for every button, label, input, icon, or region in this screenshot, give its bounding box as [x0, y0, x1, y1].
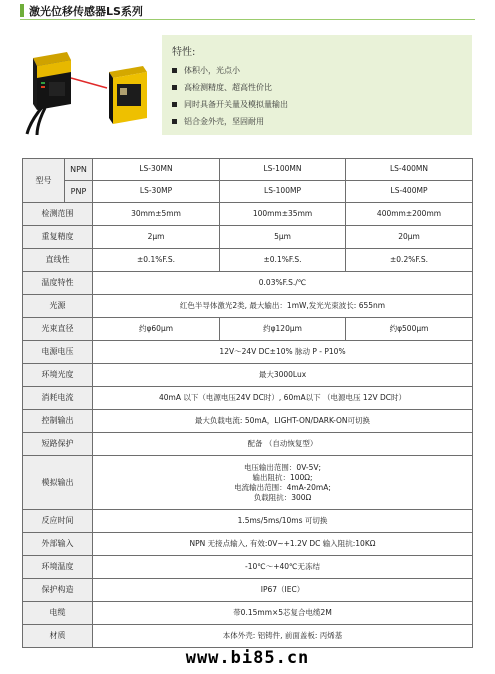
- feature-text: 高检测精度、超高性价比: [184, 83, 272, 92]
- table-row: [23, 159, 473, 181]
- table-row: [23, 272, 473, 295]
- table-row: [23, 510, 473, 533]
- table-row: [23, 533, 473, 556]
- table-cell: 最大3000Lux: [93, 364, 473, 387]
- table-row: [23, 410, 473, 433]
- row-label: 材质: [23, 625, 93, 648]
- table-cell: 约φ120μm: [220, 318, 346, 341]
- table-cell: ±0.1%F.S.: [93, 249, 220, 272]
- table-row: [23, 579, 473, 602]
- npn-label: NPN: [65, 159, 93, 181]
- features-title: 特性:: [172, 47, 196, 58]
- analog-line: 负载阻抗：300Ω: [253, 492, 312, 502]
- watermark-url: www.bi85.cn: [185, 648, 310, 668]
- row-label: 光源: [23, 295, 93, 318]
- table-row: [23, 602, 473, 625]
- spec-table: [22, 158, 473, 648]
- table-cell: 最大负载电流: 50mA，LIGHT-ON/DARK-ON可切换: [93, 410, 473, 433]
- table-cell: LS-100MN: [220, 159, 346, 181]
- table-cell: 40mA 以下（电源电压24V DC时）, 60mA以下 （电源电压 12V DC时）: [93, 387, 473, 410]
- table-row: [23, 556, 473, 579]
- feature-text: 同时具备开关量及模拟量输出: [184, 100, 288, 109]
- feature-item: [172, 79, 472, 96]
- table-row: [23, 318, 473, 341]
- table-cell: LS-30MP: [93, 181, 220, 203]
- row-label: 消耗电流: [23, 387, 93, 410]
- page-title: 激光位移传感器LS系列: [29, 5, 143, 18]
- analog-line: 电流输出范围：4mA-20mA;: [234, 482, 331, 492]
- table-cell: LS-30MN: [93, 159, 220, 181]
- table-cell: 5μm: [220, 226, 346, 249]
- row-label: 直线性: [23, 249, 93, 272]
- features-panel: [162, 35, 472, 135]
- section-header: [20, 2, 475, 20]
- table-row: [23, 341, 473, 364]
- row-label: 光束直径: [23, 318, 93, 341]
- row-label: 环境温度: [23, 556, 93, 579]
- header-divider: [20, 19, 475, 20]
- feature-item: [172, 96, 472, 113]
- table-cell: LS-100MP: [220, 181, 346, 203]
- table-cell: LS-400MN: [346, 159, 473, 181]
- row-label: 检测范围: [23, 203, 93, 226]
- table-row: [23, 433, 473, 456]
- table-row: [23, 387, 473, 410]
- table-cell: 配备 （自动恢复型）: [93, 433, 473, 456]
- table-row: [23, 456, 473, 510]
- table-cell: NPN 无接点输入, 有效:0V~+1.2V DC 输入阻抗:10KΩ: [93, 533, 473, 556]
- table-row: [23, 203, 473, 226]
- table-cell: ±0.1%F.S.: [220, 249, 346, 272]
- table-cell: 400mm±200mm: [346, 203, 473, 226]
- row-label-model: 型号: [23, 159, 65, 203]
- row-label: 重复精度: [23, 226, 93, 249]
- table-cell: 20μm: [346, 226, 473, 249]
- table-cell: 约φ60μm: [93, 318, 220, 341]
- table-row: [23, 364, 473, 387]
- feature-item: [172, 62, 472, 79]
- row-label: 反应时间: [23, 510, 93, 533]
- table-row: [23, 181, 473, 203]
- analog-line: 输出阻抗：100Ω;: [252, 472, 313, 482]
- table-cell: -10℃～+40℃无冻结: [93, 556, 473, 579]
- row-label: 环境光度: [23, 364, 93, 387]
- row-label: 保护构造: [23, 579, 93, 602]
- table-cell: IP67（IEC）: [93, 579, 473, 602]
- table-cell: 2μm: [93, 226, 220, 249]
- row-label: 温度特性: [23, 272, 93, 295]
- table-cell: 0.03%F.S./℃: [93, 272, 473, 295]
- square-bullet-icon: [172, 119, 177, 124]
- table-cell: LS-400MP: [346, 181, 473, 203]
- table-cell: 12V～24V DC±10% 脉动 P - P10%: [93, 341, 473, 364]
- square-bullet-icon: [172, 85, 177, 90]
- table-row: [23, 295, 473, 318]
- product-photo: [25, 48, 155, 136]
- table-row: [23, 625, 473, 648]
- table-row: [23, 226, 473, 249]
- analog-line: 电压输出范围：0V-5V;: [243, 462, 322, 472]
- feature-text: 体积小，光点小: [184, 66, 240, 75]
- header-accent-bar: [20, 4, 24, 17]
- table-cell: 带0.15mm×5芯复合电缆2M: [93, 602, 473, 625]
- table-cell: ±0.2%F.S.: [346, 249, 473, 272]
- row-label: 短路保护: [23, 433, 93, 456]
- row-label: 模拟输出: [23, 456, 93, 510]
- table-cell: 本体外壳: 铝铸件, 前面盖板: 丙烯基: [93, 625, 473, 648]
- table-cell: 1.5ms/5ms/10ms 可切换: [93, 510, 473, 533]
- table-cell: 30mm±5mm: [93, 203, 220, 226]
- table-cell: 100mm±35mm: [220, 203, 346, 226]
- pnp-label: PNP: [65, 181, 93, 203]
- table-cell: 红色半导体激光2类, 最大输出：1mW,发光光束波长: 655nm: [93, 295, 473, 318]
- row-label: 外部输入: [23, 533, 93, 556]
- feature-item: [172, 113, 472, 130]
- row-label: 电缆: [23, 602, 93, 625]
- analog-output-cell: [93, 456, 473, 510]
- table-row: [23, 249, 473, 272]
- feature-text: 铝合金外壳，坚固耐用: [184, 117, 264, 126]
- row-label: 电源电压: [23, 341, 93, 364]
- table-cell: 约φ500μm: [346, 318, 473, 341]
- square-bullet-icon: [172, 102, 177, 107]
- row-label: 控制输出: [23, 410, 93, 433]
- square-bullet-icon: [172, 68, 177, 73]
